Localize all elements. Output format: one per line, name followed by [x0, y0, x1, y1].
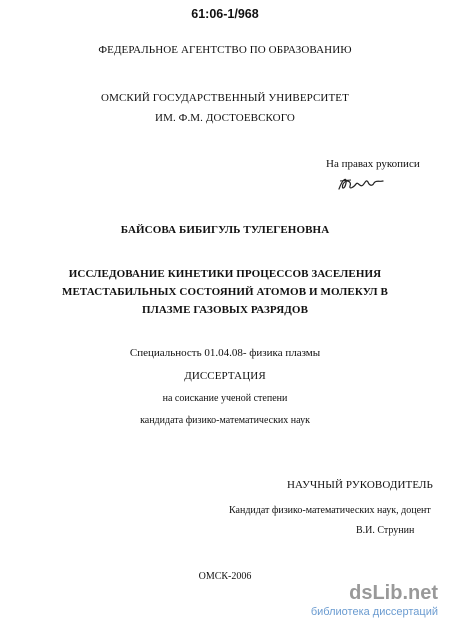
supervisor-credentials: Кандидат физико-математических наук, доцент: [229, 505, 431, 516]
university-name-line2: ИМ. Ф.М. ДОСТОЕВСКОГО: [155, 112, 295, 124]
dissertation-title-line3: ПЛАЗМЕ ГАЗОВЫХ РАЗРЯДОВ: [141, 304, 309, 316]
watermark-logo: dsLib.net: [349, 582, 438, 604]
document-type: ДИССЕРТАЦИЯ: [184, 370, 266, 382]
specialty: Специальность 01.04.08- физика плазмы: [129, 347, 321, 359]
catalog-number: 61:06-1/968: [191, 7, 259, 21]
watermark-subtitle: библиотека диссертаций: [310, 606, 438, 618]
dslib-watermark: [296, 583, 446, 627]
supervisor-name: В.И. Струнин: [356, 525, 415, 536]
degree-purpose: на соискание ученой степени: [162, 393, 288, 404]
dissertation-title-line1: ИССЛЕДОВАНИЕ КИНЕТИКИ ПРОЦЕССОВ ЗАСЕЛЕНИЯ: [68, 268, 382, 280]
dissertation-title-line2: МЕТАСТАБИЛЬНЫХ СОСТОЯНИЙ АТОМОВ И МОЛЕКУЛ В: [61, 286, 388, 298]
university-name: ОМСКИЙ ГОСУДАРСТВЕННЫЙ УНИВЕРСИТЕТ: [101, 92, 349, 104]
author-name: БАЙСОВА БИБИГУЛЬ ТУЛЕГЕНОВНА: [120, 224, 330, 236]
handwritten-signature: [337, 175, 385, 193]
manuscript-rights: На правах рукописи: [326, 158, 420, 170]
city-year: ОМСК-2006: [198, 571, 252, 582]
agency-name: ФЕДЕРАЛЬНОЕ АГЕНТСТВО ПО ОБРАЗОВАНИЮ: [98, 44, 352, 56]
degree-name: кандидата физико-математических наук: [140, 415, 310, 426]
supervisor-heading: НАУЧНЫЙ РУКОВОДИТЕЛЬ: [287, 479, 433, 491]
